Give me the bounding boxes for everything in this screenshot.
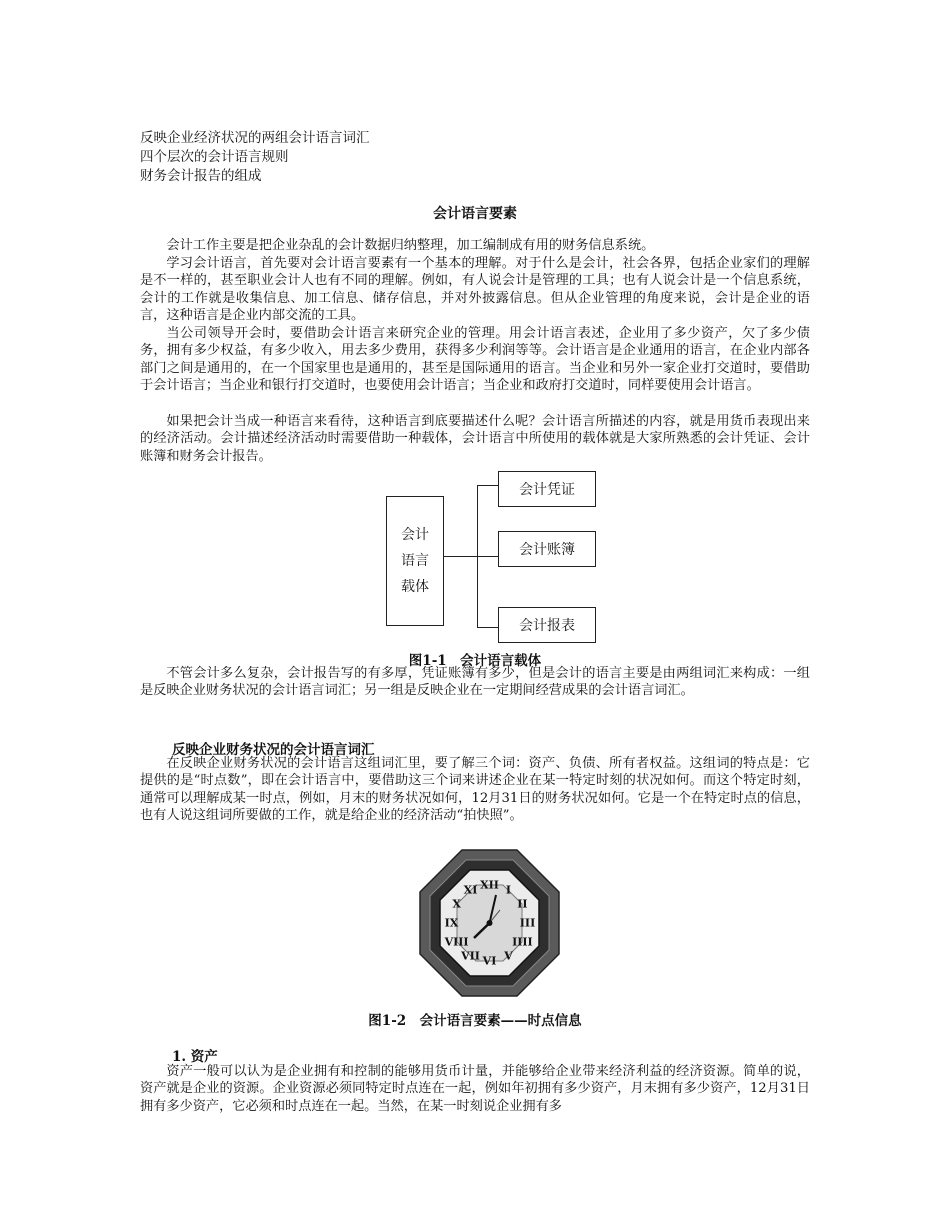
clock-numeral: IIII [512, 935, 533, 949]
outline-item: 财务会计报告的组成 [140, 168, 262, 184]
diagram-main-label: 载体 [401, 579, 429, 595]
paragraph: 在反映企业财务状况的会计语言这组词汇里，要了解三个词：资产、负债、所有者权益。这组词的特点是：它提供的是“时点数”，即在会计语言中，要借助这三个词来讲述企业在某一特定时刻的状况如何。而这个特定时刻，通常可以理解成某一时点，例如，月末的财务状况如何，12月31日的财务状况如何。它是一个在特定时点的信息，也有人说这组词所要做的工作，就是给企业的经济活动“拍快照”。 [140, 756, 810, 823]
diagram-connector [477, 627, 499, 628]
clock-numeral: VIII [444, 935, 469, 949]
diagram-connector [477, 556, 499, 557]
subsection-heading: 1. 资产 [172, 1049, 218, 1065]
clock-numeral: V [504, 949, 513, 963]
clock-numeral: VII [461, 949, 480, 963]
section-title: 会计语言要素 [433, 206, 517, 222]
paragraph: 学习会计语言，首先要对会计语言要素有一个基本的理解。对于什么是会计，社会各界，包括企业家们的理解是不一样的，甚至职业会计人也有不同的理解。例如，有人说会计是管理的工具；也有人说会计是一个信息系统，会计的工作就是收集信息、加工信息、储存信息，并对外披露信息。但从企业管理的角度来说，会计是企业的语言，这种语言是企业内部交流的工具。 [140, 256, 810, 323]
diagram-main-label: 会计 [401, 527, 429, 543]
diagram-main-label: 语言 [401, 553, 429, 569]
diagram-connector [477, 485, 499, 486]
diagram-branch-report: 会计报表 [498, 607, 596, 643]
outline-item: 四个层次的会计语言规则 [140, 149, 289, 165]
paragraph: 如果把会计当成一种语言来看待，这种语言到底要描述什么呢？会计语言所描述的内容，就是用货币表现出来的经济活动。会计描述经济活动时需要借助一种载体，会计语言中所使用的载体就是大家所熟悉的会计凭证、会计账簿和财务会计报告。 [140, 414, 810, 464]
figure-caption: 图1-2 会计语言要素——时点信息 [368, 1013, 582, 1029]
diagram-branch-ledger: 会计账簿 [498, 531, 596, 567]
paragraph: 资产一般可以认为是企业拥有和控制的能够用货币计量，并能够给企业带来经济利益的经济资源。简单的说，资产就是企业的资源。企业资源必须同特定时点连在一起，例如年初拥有多少资产，月末拥有多少资产，12月31日拥有多少资产，它必须和时点连在一起。当然，在某一时刻说企业拥有多 [140, 1064, 810, 1114]
clock-numeral: IX [444, 916, 459, 930]
diagram-main-box [386, 496, 444, 626]
clock-numeral: II [517, 897, 528, 911]
outline-item: 反映企业经济状况的两组会计语言词汇 [140, 130, 370, 146]
carrier-diagram [380, 468, 610, 646]
clock-numeral: XII [480, 878, 499, 892]
paragraph: 当公司领导开会时，要借助会计语言来研究企业的管理。用会计语言表述，企业用了多少资产，欠了多少债务，拥有多少权益，有多少收入，用去多少费用，获得多少利润等等。会计语言是企业通用的语言，在企业内部各部门之间是通用的，在一个国家里也是通用的，甚至是国际通用的语言。当企业和另外一家企业打交道时，要借助于会计语言；当企业和银行打交道时，也要使用会计语言；当企业和政府打交道时，同样要使用会计语言。 [140, 326, 810, 393]
outline-list [140, 129, 370, 186]
clock-illustration [418, 848, 561, 998]
paragraph: 不管会计多么复杂，会计报告写的有多厚，凭证账簿有多少，但是会计的语言主要是由两组词汇来构成：一组是反映企业财务状况的会计语言词汇；另一组是反映企业在一定期间经营成果的会计语言词汇。 [140, 666, 810, 699]
diagram-branch-voucher: 会计凭证 [498, 471, 596, 507]
subsection-heading: 反映企业财务状况的会计语言词汇 [172, 742, 375, 758]
clock-numeral: III [519, 916, 536, 930]
diagram-connector [443, 556, 478, 557]
clock-numeral: VI [482, 954, 497, 968]
clock-numeral: XI [463, 883, 478, 897]
clock-numeral: I [505, 883, 512, 897]
paragraph: 会计工作主要是把企业杂乱的会计数据归纳整理，加工编制成有用的财务信息系统。 [166, 238, 655, 253]
figure-caption: 图1-1 会计语言载体 [408, 653, 542, 669]
clock-numeral: X [452, 897, 461, 911]
